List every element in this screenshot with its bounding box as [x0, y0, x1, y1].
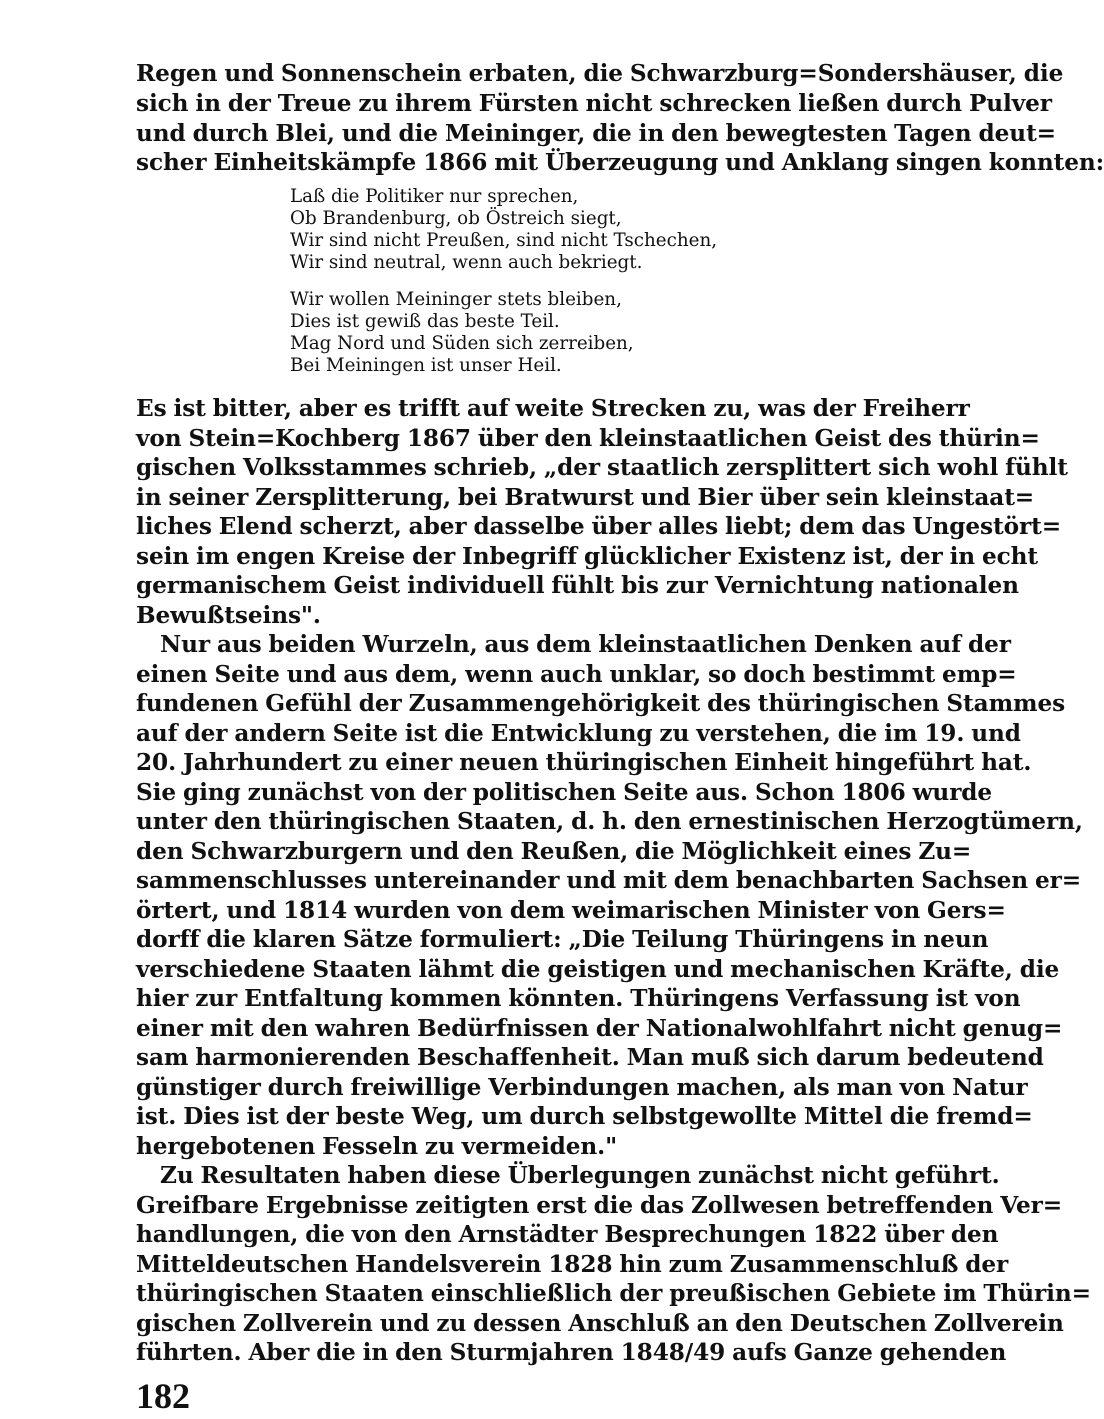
verse-line: Ob Brandenburg, ob Östreich siegt,	[290, 208, 622, 229]
text-line: sein im engen Kreise der Inbegriff glücklicher Existenz ist, der in echt	[136, 543, 1039, 570]
text-line: von Stein=Kochberg 1867 über den kleinstaatlichen Geist des thürin=	[136, 425, 1040, 452]
text-line: Sie ging zunächst von der politischen Seite aus. Schon 1806 wurde	[136, 779, 993, 806]
text-line: Nur aus beiden Wurzeln, aus dem kleinstaatlichen Denken auf der	[160, 631, 1011, 658]
text-line: führten. Aber die in den Sturmjahren 1848/49 aufs Ganze gehenden	[136, 1339, 1007, 1366]
text-line: Es ist bitter, aber es trifft auf weite Strecken zu, was der Freiherr	[136, 395, 970, 422]
text-line: fundenen Gefühl der Zusammengehörigkeit des thüringischen Stammes	[136, 690, 1066, 717]
text-line: örtert, und 1814 wurden von dem weimarischen Minister von Gers=	[136, 897, 1006, 924]
text-line: Zu Resultaten haben diese Überlegungen zunächst nicht geführt.	[160, 1162, 1000, 1189]
text-line: 20. Jahrhundert zu einer neuen thüringischen Einheit hingeführt hat.	[136, 749, 1032, 776]
text-line: hier zur Entfaltung kommen könnten. Thüringens Verfassung ist von	[136, 985, 1021, 1012]
text-line: Regen und Sonnenschein erbaten, die Schwarzburg=Sondershäuser, die	[136, 60, 1064, 87]
verse-line: Wir sind nicht Preußen, sind nicht Tschechen,	[290, 230, 718, 251]
text-line: einer mit den wahren Bedürfnissen der Nationalwohlfahrt nicht genug=	[136, 1015, 1063, 1042]
text-line: scher Einheitskämpfe 1866 mit Überzeugung und Anklang singen konnten:	[136, 149, 1104, 176]
text-line: sam harmonierenden Beschaffenheit. Man muß sich darum bedeutend	[136, 1044, 1044, 1071]
text-line: ist. Dies ist der beste Weg, um durch selbstgewollte Mittel die fremd=	[136, 1103, 1033, 1130]
text-line: handlungen, die von den Arnstädter Besprechungen 1822 über den	[136, 1221, 999, 1248]
verse-line: Wir sind neutral, wenn auch bekriegt.	[290, 252, 643, 273]
text-line: und durch Blei, und die Meininger, die in den bewegtesten Tagen deut=	[136, 120, 1057, 147]
verse-line: Mag Nord und Süden sich zerreiben,	[290, 333, 634, 354]
text-line: einen Seite und aus dem, wenn auch unklar, so doch bestimmt emp=	[136, 661, 1017, 688]
text-line: Mitteldeutschen Handelsverein 1828 hin zum Zusammenschluß der	[136, 1251, 1009, 1278]
text-line: hergebotenen Fesseln zu vermeiden."	[136, 1133, 618, 1160]
verse-line: Bei Meiningen ist unser Heil.	[290, 355, 562, 376]
text-line: unter den thüringischen Staaten, d. h. den ernestinischen Herzogtümern,	[136, 808, 1083, 835]
page-number: 182	[136, 1376, 190, 1416]
text-line: Bewußtseins".	[136, 602, 321, 629]
text-line: liches Elend scherzt, aber dasselbe über alles liebt; dem das Ungestört=	[136, 513, 1062, 540]
text-line: thüringischen Staaten einschließlich der preußischen Gebiete im Thürin=	[136, 1280, 1091, 1307]
text-line: sammenschlusses untereinander und mit dem benachbarten Sachsen er=	[136, 867, 1082, 894]
text-line: dorff die klaren Sätze formuliert: „Die Teilung Thüringens in neun	[136, 926, 989, 953]
verse-line: Laß die Politiker nur sprechen,	[290, 186, 579, 207]
text-line: auf der andern Seite ist die Entwicklung zu verstehen, die im 19. und	[136, 720, 1021, 747]
text-line: verschiedene Staaten lähmt die geistigen und mechanischen Kräfte, die	[136, 956, 1060, 983]
text-line: gischen Zollverein und zu dessen Anschluß an den Deutschen Zollverein	[136, 1310, 1064, 1337]
text-line: Greifbare Ergebnisse zeitigten erst die das Zollwesen betreffenden Ver=	[136, 1192, 1063, 1219]
text-line: germanischem Geist individuell fühlt bis zur Vernichtung nationalen	[136, 572, 1019, 599]
verse-line: Wir wollen Meininger stets bleiben,	[290, 289, 622, 310]
text-line: gischen Volksstammes schrieb, „der staatlich zersplittert sich wohl fühlt	[136, 454, 1068, 481]
text-line: den Schwarzburgern und den Reußen, die Möglichkeit eines Zu=	[136, 838, 972, 865]
text-line: günstiger durch freiwillige Verbindungen machen, als man von Natur	[136, 1074, 1028, 1101]
text-line: sich in der Treue zu ihrem Fürsten nicht schrecken ließen durch Pulver	[136, 90, 1052, 117]
verse-line: Dies ist gewiß das beste Teil.	[290, 311, 560, 332]
text-line: in seiner Zersplitterung, bei Bratwurst und Bier über sein kleinstaat=	[136, 484, 1035, 511]
